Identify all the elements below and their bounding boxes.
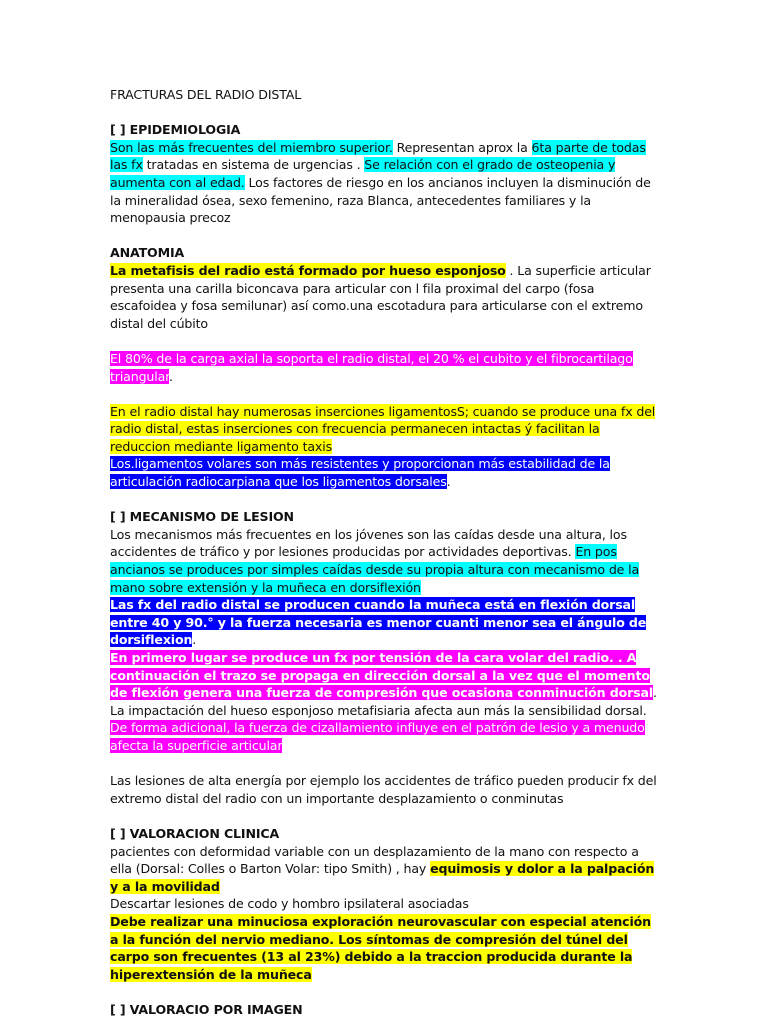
text-run: Los factores de riesgo en los ancianos incluyen la disminución de la mineralidad ósea, sexo femenino, raza Blanca, antecedentes familiares y la menopausia precoz xyxy=(110,174,651,226)
paragraph-anatomia-4 xyxy=(110,455,662,490)
paragraph-mecanismo-3 xyxy=(110,649,662,755)
section-heading-anatomia: ANATOMIA xyxy=(110,245,185,261)
highlight-yellow: La metafisis del radio está formado por hueso esponjoso xyxy=(110,262,506,278)
highlight-cyan: Se relación con el grado de osteopenia y aumenta con al edad. xyxy=(110,157,616,190)
paragraph-mecanismo-1 xyxy=(110,526,662,596)
text-run: . xyxy=(192,632,197,648)
highlight-yellow: equimosis y dolor a la palpación y a la movilidad xyxy=(110,861,655,894)
paragraph-anatomia-3 xyxy=(110,403,662,456)
section-heading-valoracion-clinica: [ ] VALORACION CLINICA xyxy=(110,825,280,841)
document-body xyxy=(110,86,662,1018)
highlight-cyan: Son las más frecuentes del miembro superior. xyxy=(110,139,393,155)
text-run: . La superficie articular presenta una carilla biconcava para articular con l fila proximal del carpo (fosa escafoidea y fosa semilunar) así como.una escotadura para articularse con el extremo distal del cúbito xyxy=(110,262,651,331)
text-run: . La impactación del hueso esponjoso metafisiaria afecta aun más la sensibilidad dorsal. xyxy=(110,685,657,718)
section-heading-mecanismo: [ ] MECANISMO DE LESION xyxy=(110,509,294,525)
paragraph-mecanismo-4: Las lesiones de alta energía por ejemplo los accidentes de tráfico pueden producir fx del extremo distal del radio con un importante desplazamiento o conminutas xyxy=(110,773,657,806)
text-run: tratadas en sistema de urgencias . xyxy=(142,157,365,173)
section-heading-epidemiologia: [ ] EPIDEMIOLOGIA xyxy=(110,122,241,138)
paragraph-mecanismo-2 xyxy=(110,596,662,649)
text-run: . xyxy=(169,368,173,384)
highlight-yellow: Debe realizar una minuciosa exploración neurovascular con especial atención a la función del nervio mediano. Los síntomas de compresión del túnel del carpo son frecuentes (13 al 23%) debido a la traccion producida durante la hiperextensión de la muñeca xyxy=(110,913,651,982)
highlight-blue: Los.ligamentos volares son más resistentes y proporcionan más estabilidad de la articulación radiocarpiana que los ligamentos dorsales xyxy=(110,456,610,490)
highlight-magenta: De forma adicional, la fuerza de cizallamiento influye en el patrón de lesio y a menudo afecta la superficie articular xyxy=(110,720,645,753)
highlight-magenta: El 80% de la carga axial la soporta el radio distal, el 20 % el cubito y el fibrocartilago triangular xyxy=(110,350,633,384)
page-title: FRACTURAS DEL RADIO DISTAL xyxy=(110,87,302,102)
highlight-magenta: En primero lugar se produce un fx por tensión de la cara volar del radio. . A continuación el trazo se propaga en dirección dorsal a la vez que el momento de flexión genera una fuerza de compresión que ocasiona conminución dorsal xyxy=(110,650,654,701)
highlight-blue: Las fx del radio distal se producen cuando la muñeca está en flexión dorsal entre 40 y 90.° y la fuerza necesaria es menor cuanti menor sea el ángulo de dorsiflexion xyxy=(110,597,647,648)
highlight-yellow: En el radio distal hay numerosas inserciones ligamentosS; cuando se produce una fx del radio distal, estas inserciones con frecuencia permanecen intactas ý facilitan la reduccion mediante ligamento taxis xyxy=(110,403,656,454)
text-run: . xyxy=(446,474,451,490)
paragraph-valoracion-2: Descartar lesiones de codo y hombro ipsilateral asociadas xyxy=(110,896,469,912)
paragraph-valoracion-1 xyxy=(110,843,662,896)
text-run: Los mecanismos más frecuentes en los jóvenes son las caídas desde una altura, los accidentes de tráfico y por lesiones producidas por actividades deportivas. xyxy=(110,526,627,560)
paragraph-epidemiologia xyxy=(110,139,662,227)
text-run: Representan aprox la xyxy=(392,139,532,155)
paragraph-valoracion-3 xyxy=(110,913,662,983)
section-heading-valoracion-imagen: [ ] VALORACIO POR IMAGEN xyxy=(110,1001,303,1017)
paragraph-anatomia-1 xyxy=(110,262,662,332)
highlight-cyan: 6ta parte de todas las fx xyxy=(110,139,646,173)
text-run: pacientes con deformidad variable con un desplazamiento de la mano con respecto a ella (Dorsal: Colles o Barton Volar: tipo Smith) , hay xyxy=(110,843,639,877)
paragraph-anatomia-2 xyxy=(110,350,662,385)
highlight-cyan: En pos ancianos se produces por simples caídas desde su propia altura con mecanismo de la mano sobre extensión y la muñeca en dorsiflexión xyxy=(110,544,640,595)
